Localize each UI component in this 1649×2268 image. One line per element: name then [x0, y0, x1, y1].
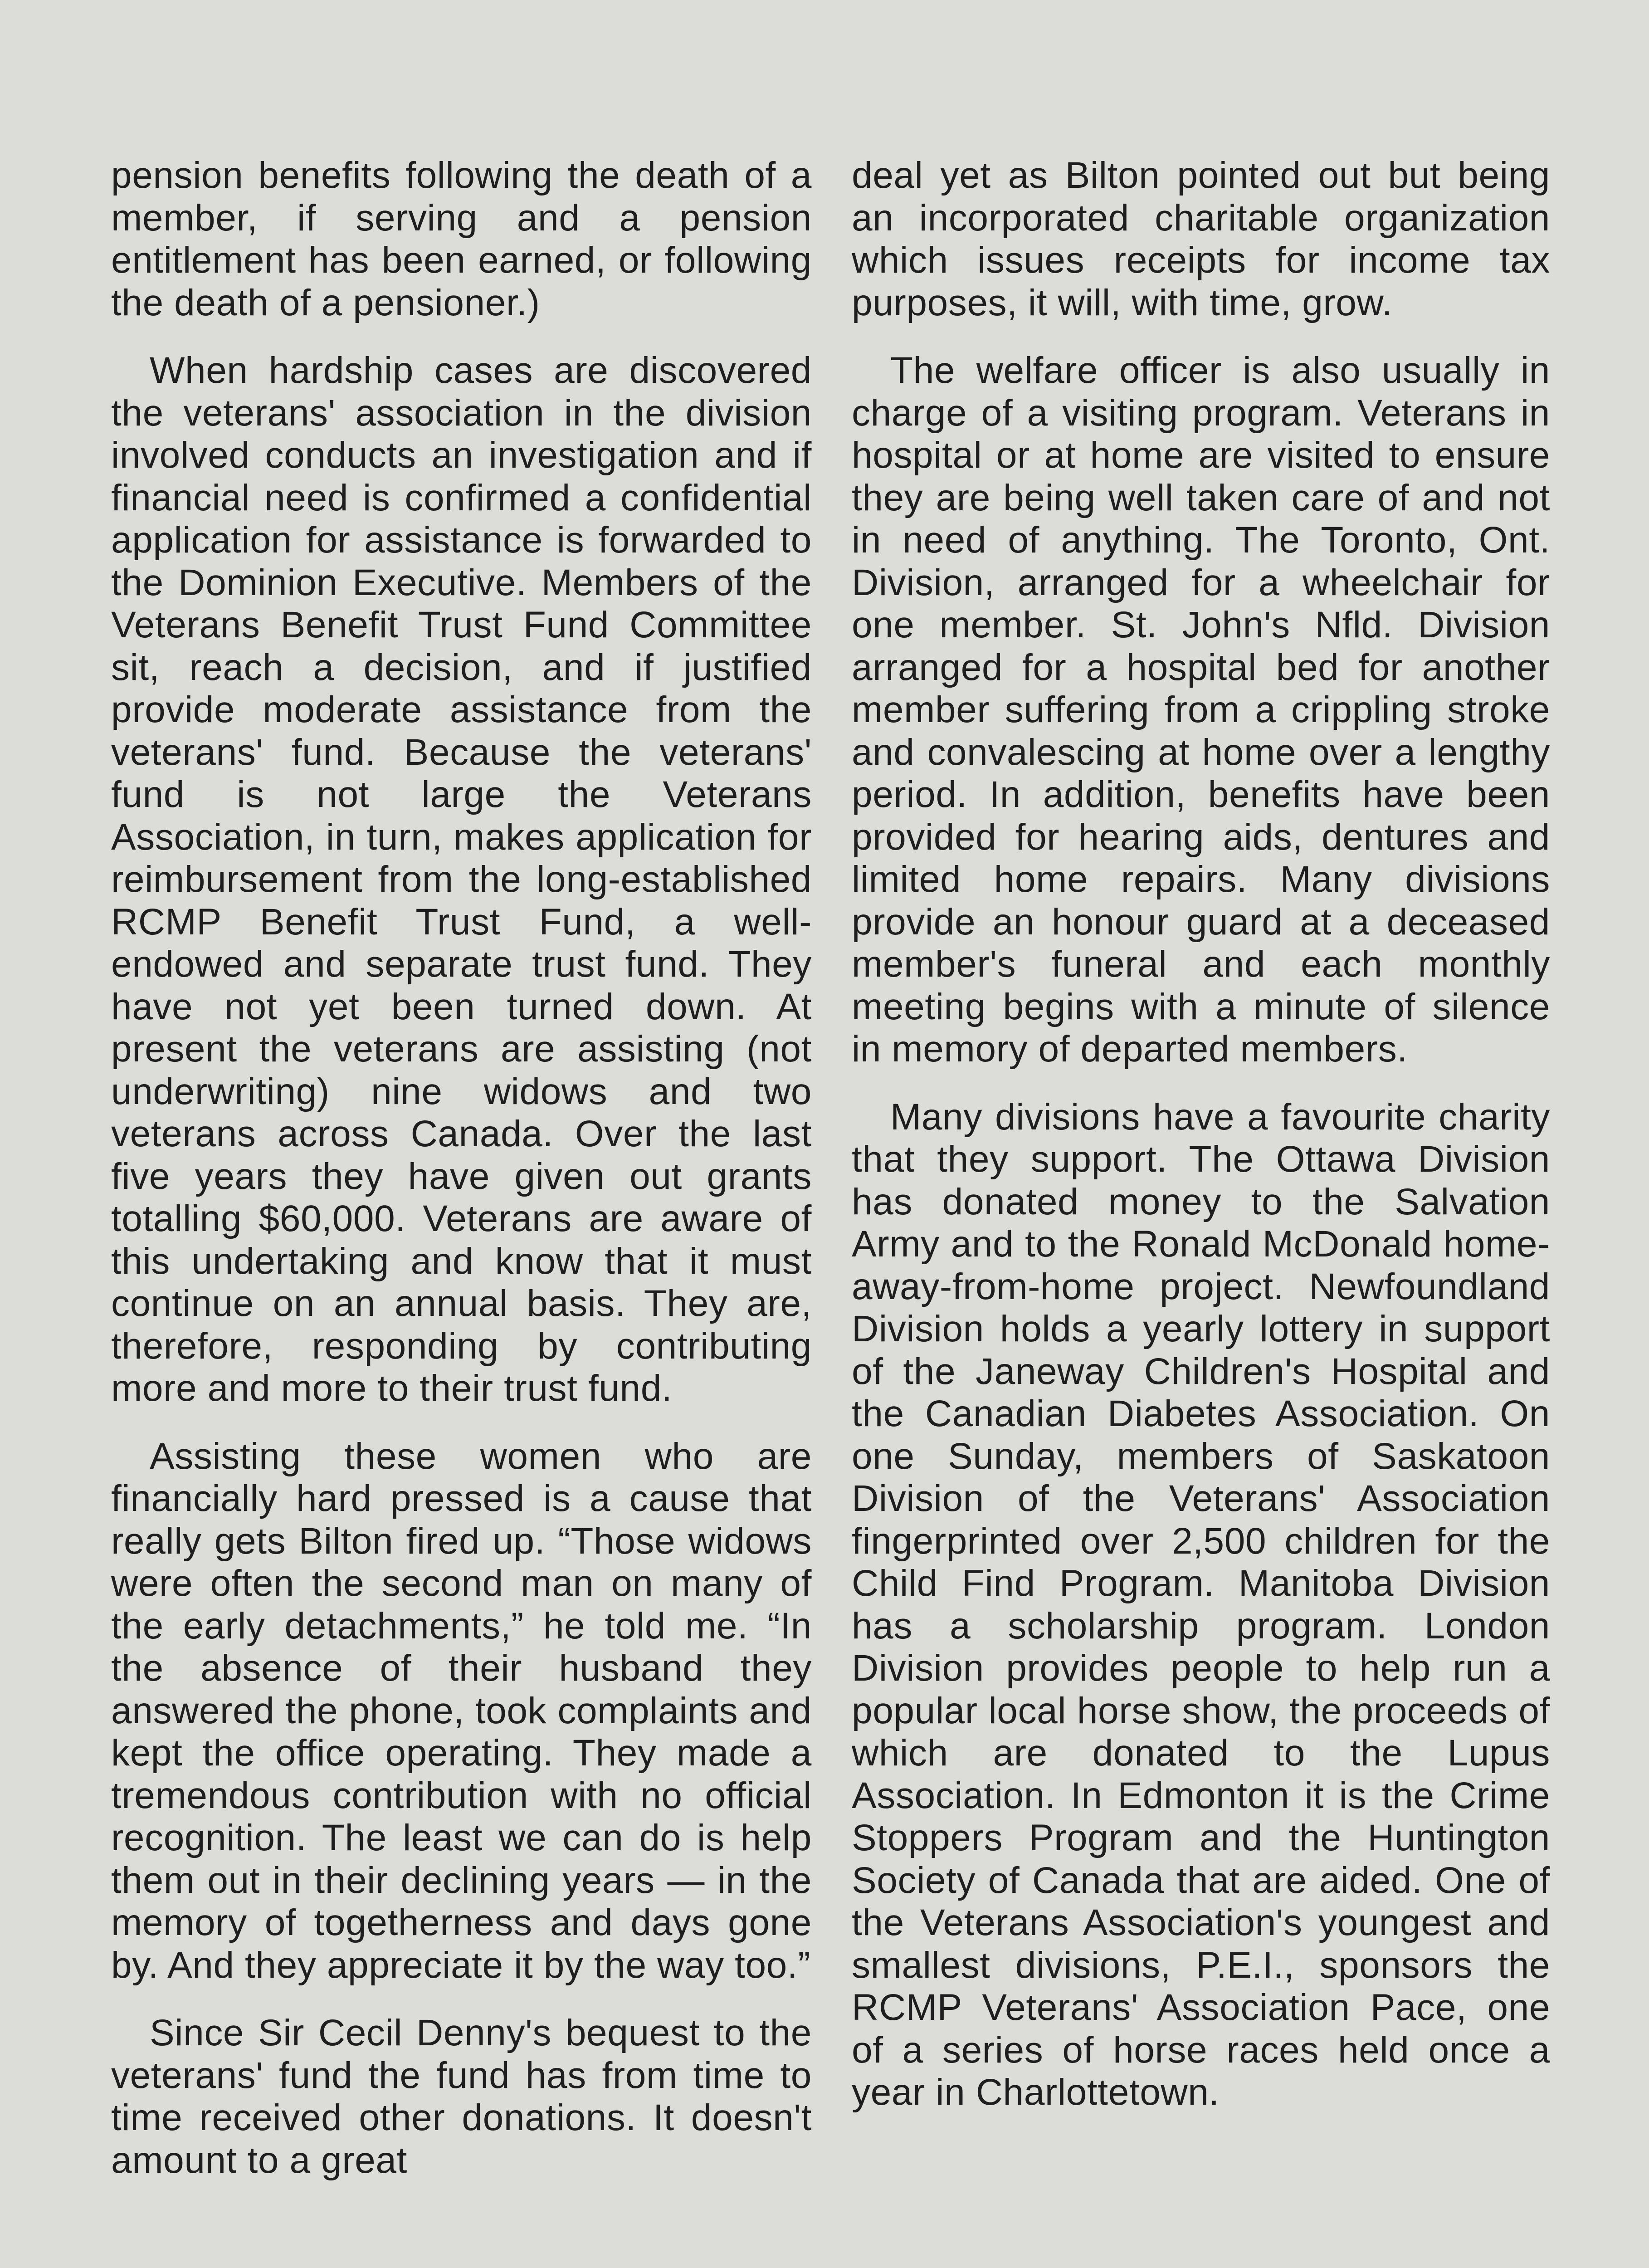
right-column: [852, 154, 1550, 2139]
left-column: [111, 154, 812, 2207]
paragraph: pension benefits following the death of a member, if serving and a pension entitlement has been earned, or following the death of a pensioner.): [111, 155, 812, 323]
paragraph: When hardship cases are discovered the veterans' association in the division involved conducts an investigation and if financial need is confirmed a confidential application for assistance is forwarded to the Dominion Executive. Members of the Veterans Benefit Trust Fund Committee sit, reach a decision, and if justified provide moderate assistance from the veterans' fund. Because the veterans' fund is not large the Veterans Association, in turn, makes application for reimbursement from the long-established RCMP Benefit Trust Fund, a well-endowed and separate trust fund. They have not yet been turned down. At present the veterans are assisting (not underwriting) nine widows and two veterans across Canada. Over the last five years they have given out grants totalling $60,000. Veterans are aware of this undertaking and know that it must continue on an annual basis. They are, therefore, responding by contributing more and more to their trust fund.: [111, 350, 812, 1409]
paragraph: deal yet as Bilton pointed out but being an incorporated charitable organization which issues receipts for income tax purposes, it will, with time, grow.: [852, 155, 1550, 323]
paragraph: Since Sir Cecil Denny's bequest to the veterans' fund the fund has from time to time received other donations. It doesn't amount to a great: [111, 2012, 812, 2181]
paragraph: Many divisions have a favourite charity that they support. The Ottawa Division has donated money to the Salvation Army and to the Ronald McDonald home-away-from-home project. Newfoundland Division holds a yearly lottery in support of the Janeway Children's Hospital and the Canadian Diabetes Association. On one Sunday, members of Saskatoon Division of the Veterans' Association fingerprinted over 2,500 children for the Child Find Program. Manitoba Division has a scholarship program. London Division provides people to help run a popular local horse show, the proceeds of which are donated to the Lupus Association. In Edmonton it is the Crime Stoppers Program and the Huntington Society of Canada that are aided. One of the Veterans Association's youngest and smallest divisions, P.E.I., sponsors the RCMP Veterans' Association Pace, one of a series of horse races held once a year in Charlottetown.: [852, 1096, 1550, 2113]
paragraph: The welfare officer is also usually in charge of a visiting program. Veterans in hospital or at home are visited to ensure they are being well taken care of and not in need of anything. The Toronto, Ont. Division, arranged for a wheelchair for one member. St. John's Nfld. Division arranged for a hospital bed for another member suffering from a crippling stroke and convalescing at home over a lengthy period. In addition, benefits have been provided for hearing aids, dentures and limited home repairs. Many divisions provide an honour guard at a deceased member's funeral and each monthly meeting begins with a minute of silence in memory of departed members.: [852, 350, 1550, 1070]
paragraph: Assisting these women who are financially hard pressed is a cause that really gets Bilton fired up. “Those widows were often the second man on many of the early detachments,” he told me. “In the absence of their husband they answered the phone, took complaints and kept the office operating. They made a tremendous contribution with no official recognition. The least we can do is help them out in their declining years — in the memory of togetherness and days gone by. And they appreciate it by the way too.”: [111, 1435, 812, 1986]
